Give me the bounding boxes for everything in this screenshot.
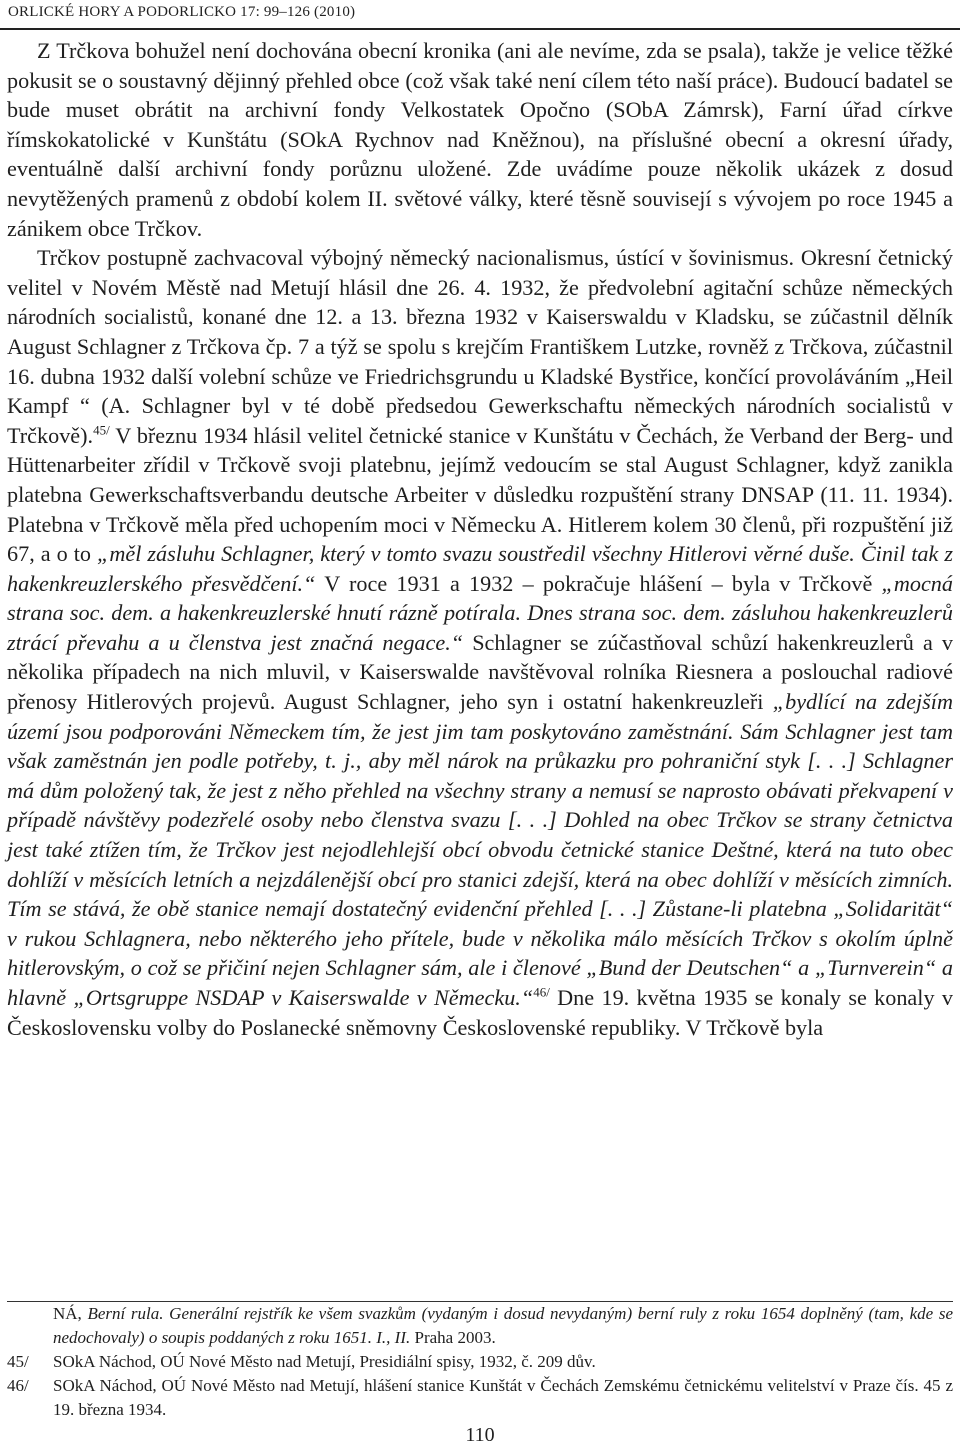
footnotes: [7, 1302, 953, 1422]
paragraph-2-part-2: V březnu 1934 hlásil velitel četnické stanice v Kunštátu v Čechách, že Verband der Berg- und Hüttenarbeiter zřídil v Trčkově svoji platebnu, jejímž vedoucím se stal August Schlagner, když zanikla platebna Gewerkschaftsverbandu deutsche Arbeiter v důsledku rozpuštění strany DNSAP (11. 11. 1934). Platebna v Trčkově měla před uchopením moci v Německu A. Hitlerem kolem 30 členů, při rozpuštění již 67, a o to: [7, 422, 953, 567]
page-number: 110: [465, 1424, 495, 1446]
paragraph-2-part-5: Dne 19. května 1935 se konaly se konaly v Československu volby do Poslanecké sněmovny Československé republiky. V Trčkově byla: [7, 985, 953, 1040]
footnote-text: SOkA Náchod, OÚ Nové Město nad Metují, hlášení stanice Kunštát v Čechách Zemskému četnickému velitelství v Praze čís. 45 z 19. března 1934.: [53, 1376, 953, 1419]
quote-3: „bydlící na zdejším území jsou podporováni Německem tím, že jest jim tam poskytováno zaměstnání. Sám Schlagner jest tam však zaměstnán jen podle potřeby, t. j., aby měl nárok na průkazku pro pohraniční styk [. . .] Schlagner má dům položený tak, že jest z něho přehled na všechny strany a nemusí se naprosto obávati překvapení v případě návštěvy podezřelé osoby nebo členstva svazu [. . .] Dohled na obec Trčkov se strany četnictva jest také ztížen tím, že Trčkov jest nejodlehlejší obcí obvodu četnické stanice Deštné, která na tuto obec dohlíží v měsících letních a nejzdálenější obcí pro stanici zdejší, která na obec dohlíží v měsících zimních. Tím se stává, že obě stanice nemají dostatečný evidenční přehled [. . .] Zůstane-li platebna „Solidarität“ v rukou Schlagnera, nebo některého jeho přítele, bude v několika málo měsících Trčkov s okolím úplně hitlerovským, o což se přičiní nejen Schlagner sám, ale i členové „Bund der Deutschen“ a „Turnverein“ a hlavně „Ortsgruppe NSDAP v Kaiserswalde v Německu.“: [7, 689, 953, 1010]
main-text: [7, 36, 953, 1042]
footnote-text: [53, 1302, 953, 1350]
footnote-ref-45: 45/: [93, 422, 110, 438]
running-header: ORLICKÉ HORY A PODORLICKO 17: 99–126 (2010): [8, 4, 356, 20]
footnote-46: [7, 1374, 953, 1422]
footnote-number: 45/: [7, 1352, 29, 1371]
footnote-italic-title: Berní rula. Generální rejstřík ke všem svazkům (vydaným i dosud nevydaným) berní ruly z roku 1654 doplněný (tam, kde se nedochovaly) o soupis poddaných z roku 1651. I., II.: [53, 1304, 953, 1347]
footnote-ref-46: 46/: [533, 984, 550, 1000]
quote-2: „mocná strana soc. dem. a hakenkreuzlerské hnutí rázně potírala. Dnes strana soc. dem. zásluhou hakenkreuzlerů ztrácí převahu a u členstva jest značná negace.“: [7, 570, 953, 655]
footnote-text: SOkA Náchod, OÚ Nové Město nad Metují, Presidiální spisy, 1932, č. 209 dův.: [53, 1352, 596, 1371]
header-rule: [0, 28, 960, 30]
footnote-suffix: Praha 2003.: [410, 1328, 496, 1347]
quote-1: „měl zásluhu Schlagner, který v tomto svazu soustředil všechny Hitlerovi věrné duše. Činil tak z hakenkreuzlerského přesvědčení.“: [7, 541, 954, 596]
footnote-continued: [7, 1302, 953, 1350]
footnote-number: 46/: [7, 1376, 29, 1395]
paragraph-2-part-1: Trčkov postupně zachvacoval výbojný německý nacionalismus, ústící v šovinismus. Okresní četnický velitel v Novém Městě nad Metují hlásil dne 26. 4. 1932, že předvolební agitační schůze německých národních socialistů, konané dne 12. a 13. března 1932 v Kaiserswaldu v Kladsku, se zúčastnil dělník August Schlagner z Trčkova čp. 7 a týž se spolu s krejčím Františkem Lutzke, rovněž z Trčkova, zúčastnil 16. dubna 1932 další volební schůze ve Friedrichsgrundu u Kladské Bystřice, končící provoláváním „Heil Kampf “ (A. Schlagner byl v té době předsedou Gewerkschaftu německých národních socialistů v Trčkově).: [7, 245, 953, 448]
paragraph-1: Z Trčkova bohužel není dochována obecní kronika (ani ale nevíme, zda se psala), takže je velice těžké pokusit se o soustavný dějinný přehled obce (což však také není cílem této naší práce). Budoucí badatel se bude muset obrátit na archivní fondy Velkostatek Opočno (SObA Zámrsk), Farní úřad církve římskokatolické v Kunštátu (SOkA Rychnov nad Kněžnou), na příslušné obecní a okresní úřady, eventuálně další archivní fondy porůznu uložené. Zde uvádíme pouze několik ukázek z dosud nevytěžených pramenů z období kolem II. světové války, které těsně souvisejí s vývojem po roce 1945 a zánikem obce Trčkov.: [7, 38, 953, 241]
paragraph-2-part-3: V roce 1931 a 1932 – pokračuje hlášení – byla v Trčkově: [315, 570, 882, 596]
footnote-number: [7, 1302, 53, 1350]
footnote-45: [7, 1350, 953, 1374]
footnote-prefix: NÁ,: [53, 1304, 88, 1323]
paragraph-2: [7, 243, 953, 1042]
paragraph-2-part-4: Schlagner se zúčastňoval schůzí hakenkreuzlerů a v několika případech na nich mluvil, v Kaiserswalde navštěvoval rolníka Riesnera a poslouchal radiové přenosy Hitlerových projevů. August Schlagner, jeho syn i ostatní hakenkreuzleři: [7, 629, 954, 715]
